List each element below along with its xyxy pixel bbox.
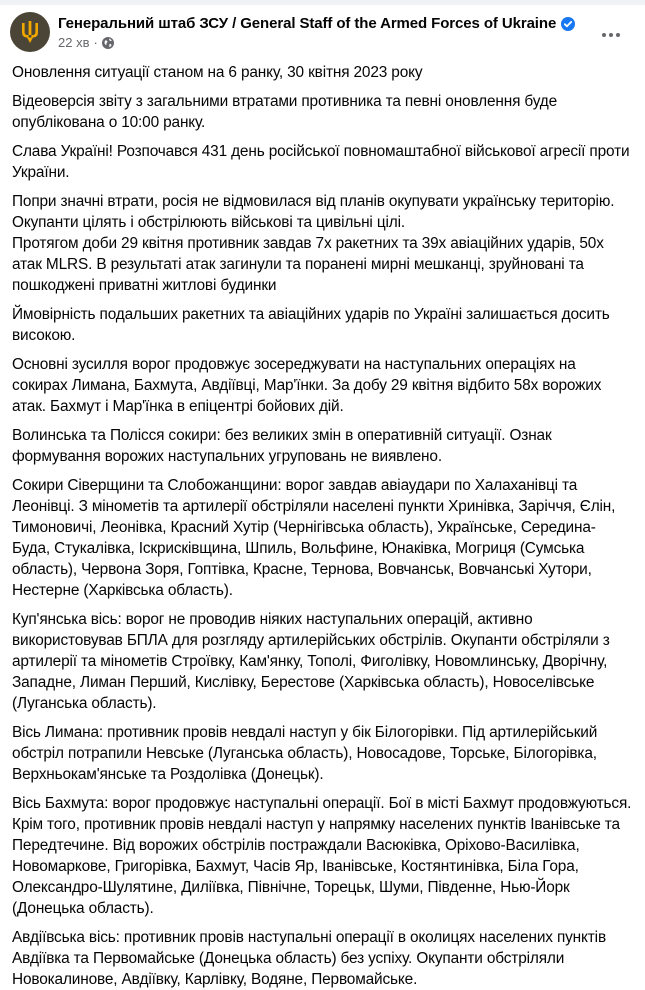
verified-badge-icon — [561, 17, 575, 31]
facebook-post — [0, 5, 645, 990]
separator-dot: · — [93, 35, 98, 50]
post-paragraph: Куп'янська вісь: ворог не проводив ніяких наступальних операцій, активно використовував БПЛА для розгляду артилерійських обстрілів. Окупанти обстріляли з артилерії та мінометів Строївку, Кам'янку, Тополі, Фиголівку, Новомлинську, Дворічну, Западне, Лиман Перший, Кислівку, Берестове (Харківська область), Новоселівське (Луганська область). — [12, 611, 610, 712]
post-paragraph: Вісь Лимана: противник провів невдалі наступ у бік Білогорівки. Під артилерійський обстріл потрапили Невське (Луганська область), Новосадове, Торське, Білогорівка, Верхньокам'янське та Роздолівка (Донецьк). — [12, 724, 598, 783]
post-paragraph: Авдіївська вісь: противник провів наступальні операції в околицях населених пунктів Авдіївка та Первомайське (Донецька область) без успіху. Окупанти обстріляли Новокалинове, Авдіївку, Карлівку, Водяне, Первомайське. — [12, 929, 606, 988]
post-meta — [58, 12, 575, 50]
post-paragraph: Слава Україні! Розпочався 431 день російської повномаштабної військової агресії проти України. — [12, 143, 630, 181]
more-horizontal-icon — [609, 33, 613, 37]
post-paragraph: Оновлення ситуації станом на 6 ранку, 30 квітня 2023 року — [12, 64, 423, 81]
post-paragraph: Вісь Бахмута: ворог продовжує наступальні операції. Бої в місті Бахмут продовжуються. Крім того, противник провів невдалі наступ у напрямку населених пунктів Іванівське та Передтечине. Від ворожих обстрілів постраждали Васюківка, Оріхово-Василівка, Новомаркове, Григорівка, Бахмут, Часів Яр, Іванівське, Костянтинівка, Біла Гора, Олександро-Шулятине, Диліївка, Північне, Торецьк, Шуми, Південне, Нью-Йорк (Донецька область). — [12, 795, 632, 917]
more-horizontal-icon — [616, 33, 620, 37]
more-horizontal-icon — [602, 33, 606, 37]
post-header — [12, 5, 633, 62]
post-paragraph: Волинська та Полісся сокири: без великих змін в оперативній ситуації. Ознак формування ворожих наступальних угруповань не виявлено. — [12, 427, 552, 465]
post-paragraph: Відеоверсія звіту з загальними втратами противника та певні оновлення буде опублікована о 10:00 ранку. — [12, 93, 557, 131]
post-paragraph: Окупанти цілять і обстрілюють військові та цивільні цілі. — [12, 214, 405, 231]
post-paragraph: Ймовірність подальших ракетних та авіаційних ударів по Україні залишається досить високою. — [12, 306, 610, 344]
post-paragraph: Протягом доби 29 квітня противник завдав 7х ракетних та 39х авіаційних ударів, 50х атак MLRS. В результаті атак загинули та поранені мирні мешканці, зруйновані та пошкоджені приватні житлові будинки — [12, 235, 604, 294]
trident-icon — [20, 20, 40, 44]
post-body — [12, 62, 633, 990]
post-paragraph: Сокири Сіверщини та Слобожанщини: ворог завдав авіаудари по Халаханівці та Леонівці. З мінометів та артилерії обстріляли населені пункти Хринівка, Заріччя, Єлін, Тимоновичі, Леонівка, Красний Хутір (Чернігівська область), Українське, Середина-Буда, Стукалівка, Іскрисківщина, Шпиль, Вольфине, Юнаківка, Могриця (Сумська область), Червона Зоря, Гоптівка, Красне, Тернова, Вовчанськ, Вовчанські Хутори, Нестерне (Харківська область). — [12, 477, 616, 599]
globe-icon[interactable] — [102, 37, 114, 49]
post-paragraph: Попри значні втрати, росія не відмовилася від планів окупувати українську територію. — [12, 193, 615, 210]
avatar[interactable] — [10, 12, 50, 52]
author-row — [58, 15, 575, 32]
author-name[interactable]: Генеральний штаб ЗСУ / General Staff of the Armed Forces of Ukraine — [58, 15, 557, 32]
more-options-button[interactable] — [597, 25, 625, 45]
post-timestamp[interactable]: 22 хв — [58, 35, 90, 50]
post-paragraph: Основні зусилля ворог продовжує зосереджувати на наступальних операціях на сокирах Лимана, Бахмута, Авдіївці, Мар'їнки. За добу 29 квітня відбито 58х ворожих атак. Бахмут і Мар'їнка в епіцентрі бойових дій. — [12, 356, 602, 415]
post-subline — [58, 35, 575, 50]
